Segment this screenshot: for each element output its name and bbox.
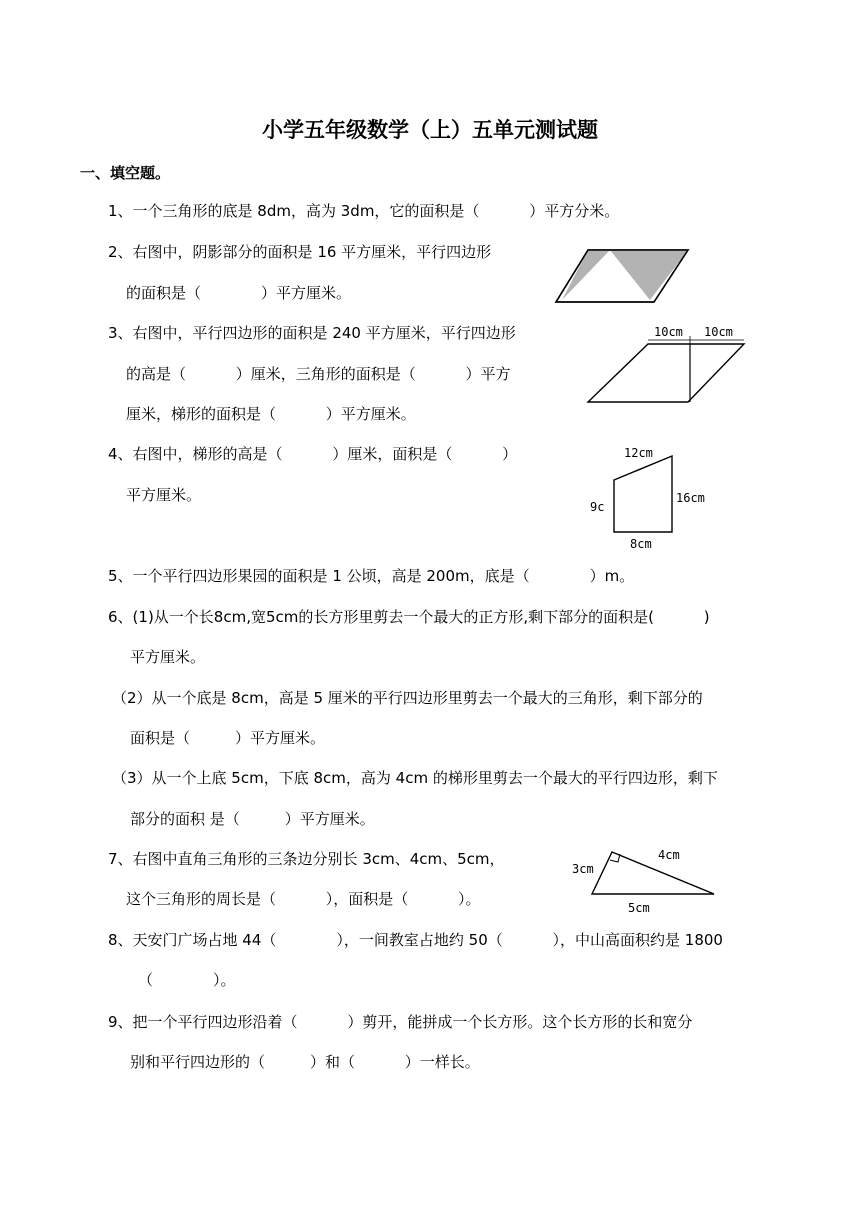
q2-shaded-parallelogram-figure <box>552 244 692 308</box>
question-8-line-1: 8、天安门广场占地 44（ ），一间教室占地约 50（ ），中山高面积约是 1800 <box>108 931 723 949</box>
q4-trapezoid-outline <box>614 456 672 532</box>
question-3-line-1: 3、右图中，平行四边形的面积是 240 平方厘米，平行四边形 <box>108 324 516 342</box>
question-9-line-2: 别和平行四边形的（ ）和（ ）一样长。 <box>130 1053 480 1071</box>
q7-triangle-outline <box>592 852 714 894</box>
section-heading-fill-in: 一、填空题。 <box>80 164 171 182</box>
q7-label-hypotenuse: 4cm <box>658 848 680 862</box>
question-5: 5、一个平行四边形果园的面积是 1 公顷，高是 200m，底是（ ）m。 <box>108 567 635 585</box>
q3-parallelogram-figure <box>582 320 752 408</box>
question-7-line-2: 这个三角形的周长是（ ），面积是（ ）。 <box>126 890 481 908</box>
q7-label-bottom: 5cm <box>628 901 650 915</box>
q4-trapezoid-figure <box>586 440 716 556</box>
question-4-line-1: 4、右图中，梯形的高是（ ）厘米，面积是（ ） <box>108 445 518 463</box>
question-2-line-2: 的面积是（ ）平方厘米。 <box>126 284 352 302</box>
q3-label-top-left: 10cm <box>654 325 683 339</box>
question-6-part-2-line-2: 面积是（ ）平方厘米。 <box>130 729 326 747</box>
question-6-part-1-line-1: 6、(1)从一个长8cm,宽5cm的长方形里剪去一个最大的正方形,剩下部分的面积是( ) <box>108 608 710 626</box>
question-1: 1、一个三角形的底是 8dm，高为 3dm，它的面积是（ ）平方分米。 <box>108 202 620 220</box>
q7-label-left: 3cm <box>572 862 594 876</box>
question-2-line-1: 2、右图中，阴影部分的面积是 16 平方厘米，平行四边形 <box>108 243 492 261</box>
q3-label-top-right: 10cm <box>704 325 733 339</box>
q3-parallelogram-outline <box>588 344 744 402</box>
question-7-line-1: 7、右图中直角三角形的三条边分别长 3cm、4cm、5cm， <box>108 850 505 868</box>
question-6-part-2-line-1: （2）从一个底是 8cm，高是 5 厘米的平行四边形里剪去一个最大的三角形，剩下部分的 <box>112 689 703 707</box>
question-3-line-2: 的高是（ ）厘米，三角形的面积是（ ）平方 <box>126 365 511 383</box>
question-6-part-3-line-1: （3）从一个上底 5cm，下底 8cm，高为 4cm 的梯形里剪去一个最大的平行四边形，剩下 <box>112 769 718 787</box>
page-title: 小学五年级数学（上）五单元测试题 <box>262 118 598 142</box>
q4-label-bottom: 8cm <box>630 537 652 551</box>
question-6-part-1-line-2: 平方厘米。 <box>130 648 206 666</box>
question-4-line-2: 平方厘米。 <box>126 486 202 504</box>
q4-label-top: 12cm <box>624 446 653 460</box>
q7-right-triangle-figure <box>570 842 720 918</box>
q4-label-left: 9c <box>590 500 605 514</box>
q4-label-right: 16cm <box>676 491 705 505</box>
question-9-line-1: 9、把一个平行四边形沿着（ ）剪开，能拼成一个长方形。这个长方形的长和宽分 <box>108 1013 693 1031</box>
question-3-line-3: 厘米，梯形的面积是（ ）平方厘米。 <box>126 405 416 423</box>
question-6-part-3-line-2: 部分的面积 是（ ）平方厘米。 <box>130 810 375 828</box>
question-8-line-2: （ ）。 <box>138 971 236 989</box>
